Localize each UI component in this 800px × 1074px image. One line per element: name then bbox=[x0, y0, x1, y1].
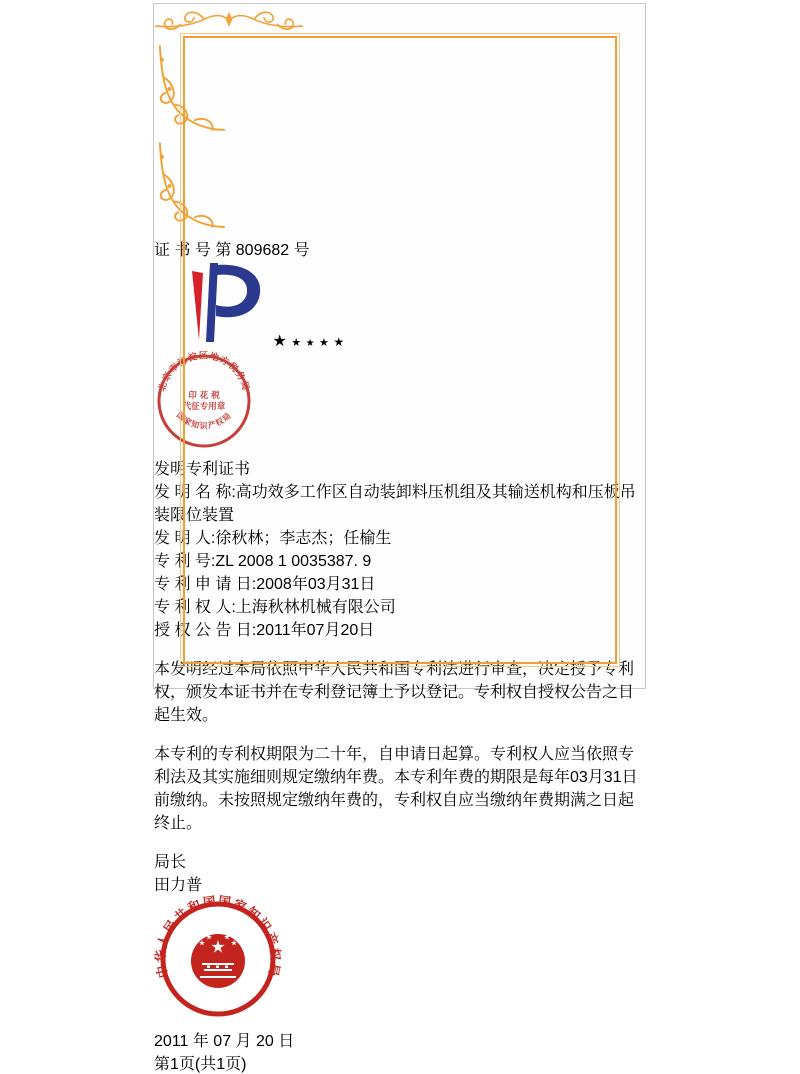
certificate-page bbox=[153, 3, 646, 1073]
logo-star-icon: ★ bbox=[319, 337, 329, 349]
field-label: 发 明 人: bbox=[154, 530, 216, 547]
field-label: 专 利 权 人: bbox=[154, 599, 236, 616]
field-value: 上海秋林机械有限公司 bbox=[235, 599, 396, 616]
logo-star-icon: ★ bbox=[291, 337, 302, 349]
national-emblem-icon bbox=[191, 934, 245, 988]
ornamental-frame bbox=[180, 33, 620, 667]
field-value: ZL 2008 1 0035387. 9 bbox=[215, 553, 372, 570]
tax-seal-arc-top: 北京市海淀区地方税务局 bbox=[157, 351, 251, 393]
field-value: 高功效多工作区自动装卸料压机组及其输送机构和压板吊装限位装置 bbox=[154, 484, 636, 524]
paragraph: 本专利的专利权期限为二十年，自申请日起算。专利权人应当依照专利法及其实施细则规定缴纳年费。本专利年费的期限是每年03月31日前缴纳。未按照规定缴纳年费的，专利权自应当缴纳年费期满之日起终止。 bbox=[154, 746, 638, 832]
tax-seal-center-line1: 印 花 税 bbox=[188, 391, 220, 401]
logo-star-icon: ★ bbox=[333, 335, 345, 349]
issue-date: 2011 年 07 月 20 日 bbox=[154, 1033, 295, 1050]
body-paragraphs bbox=[154, 656, 645, 833]
logo-star-icon: ★ bbox=[272, 333, 287, 350]
tax-seal-arc-bottom: 国家知识产权局 bbox=[174, 410, 234, 431]
director-label: 局长 bbox=[154, 854, 187, 871]
ornamental-frame-inner bbox=[183, 36, 617, 664]
logo-star-icon: ★ bbox=[305, 338, 315, 349]
field-label: 专 利 申 请 日: bbox=[154, 576, 257, 593]
page-footer: 第1页(共1页) bbox=[154, 1056, 247, 1073]
field-value: 2011年07月20日 bbox=[256, 622, 375, 639]
field-label: 发 明 名 称: bbox=[154, 484, 236, 501]
field-label: 授 权 公 告 日: bbox=[154, 622, 257, 639]
director-signature: 田力普 bbox=[154, 877, 203, 894]
office-seal-arc-text: 中华人民共和国国家知识产权局 bbox=[154, 895, 282, 980]
tax-seal-center-line2: 代征专用章 bbox=[182, 402, 226, 412]
office-seal-icon bbox=[154, 895, 645, 1028]
paragraph: 本发明经过本局依照中华人民共和国专利法进行审查，决定授予专利权，颁发本证书并在专利登记簿上予以登记。专利权自授权公告之日起生效。 bbox=[154, 661, 635, 724]
certificate-number: 证 书 号 第 809682 号 bbox=[154, 242, 310, 259]
field-label: 专 利 号: bbox=[154, 553, 216, 570]
field-value: 徐秋林；李志杰；任榆生 bbox=[215, 530, 392, 547]
field-value: 2008年03月31日 bbox=[256, 576, 376, 593]
certificate-title: 发明专利证书 bbox=[154, 461, 251, 478]
